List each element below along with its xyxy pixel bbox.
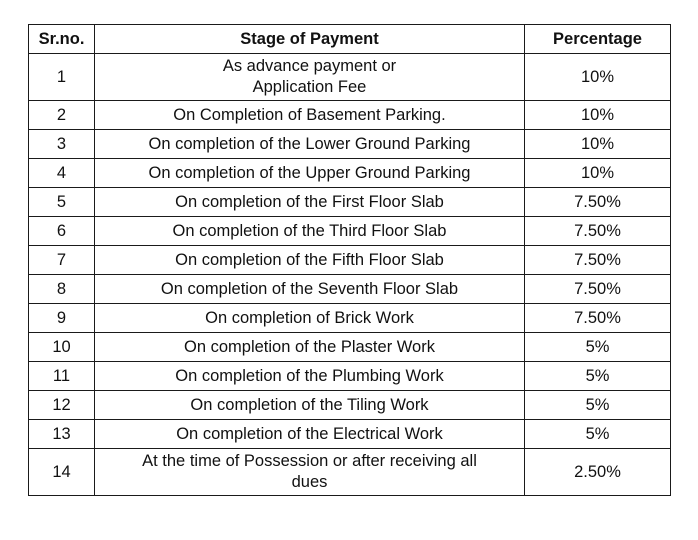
percentage-cell: 5% [525,333,671,362]
sr-no-cell: 7 [29,246,95,275]
header-sr-no: Sr.no. [29,25,95,54]
percentage-cell: 7.50% [525,275,671,304]
table-row [29,246,671,275]
table-row [29,101,671,130]
table-row [29,54,671,101]
stage-cell: On completion of the Plumbing Work [95,362,525,391]
sr-no-cell: 9 [29,304,95,333]
percentage-cell: 10% [525,54,671,101]
sr-no-cell: 8 [29,275,95,304]
percentage-cell: 5% [525,362,671,391]
percentage-cell: 5% [525,391,671,420]
percentage-cell: 7.50% [525,304,671,333]
sr-no-cell: 11 [29,362,95,391]
percentage-cell: 10% [525,159,671,188]
sr-no-cell: 1 [29,54,95,101]
sr-no-cell: 5 [29,188,95,217]
stage-cell: On Completion of Basement Parking. [95,101,525,130]
percentage-cell: 7.50% [525,188,671,217]
table-row [29,188,671,217]
table-row [29,391,671,420]
stage-cell: On completion of the Seventh Floor Slab [95,275,525,304]
payment-schedule-table [28,24,671,496]
table-row [29,159,671,188]
table-row [29,217,671,246]
sr-no-cell: 14 [29,449,95,496]
stage-cell: On completion of the Plaster Work [95,333,525,362]
stage-cell: On completion of the Electrical Work [95,420,525,449]
stage-cell [95,449,525,496]
stage-cell: On completion of the Tiling Work [95,391,525,420]
percentage-cell: 7.50% [525,246,671,275]
stage-cell: On completion of the Upper Ground Parking [95,159,525,188]
stage-line: Application Fee [252,78,367,96]
percentage-cell: 10% [525,130,671,159]
header-percentage: Percentage [525,25,671,54]
header-row [29,25,671,54]
stage-cell: On completion of the Third Floor Slab [95,217,525,246]
percentage-cell: 5% [525,420,671,449]
sr-no-cell: 10 [29,333,95,362]
table-row [29,449,671,496]
sr-no-cell: 3 [29,130,95,159]
sr-no-cell: 13 [29,420,95,449]
percentage-cell: 10% [525,101,671,130]
sr-no-cell: 4 [29,159,95,188]
stage-cell: On completion of the First Floor Slab [95,188,525,217]
stage-cell: On completion of Brick Work [95,304,525,333]
table-row [29,275,671,304]
sr-no-cell: 2 [29,101,95,130]
stage-line: As advance payment or [222,57,397,75]
stage-cell: On completion of the Fifth Floor Slab [95,246,525,275]
stage-line: At the time of Possession or after receiving all [142,452,477,470]
sr-no-cell: 6 [29,217,95,246]
stage-line: dues [291,473,328,491]
stage-cell: On completion of the Lower Ground Parking [95,130,525,159]
header-stage-of-payment: Stage of Payment [95,25,525,54]
table-row [29,333,671,362]
stage-cell [95,54,525,101]
table-row [29,420,671,449]
table-row [29,130,671,159]
percentage-cell: 2.50% [525,449,671,496]
table-row [29,304,671,333]
percentage-cell: 7.50% [525,217,671,246]
sr-no-cell: 12 [29,391,95,420]
table-row [29,362,671,391]
